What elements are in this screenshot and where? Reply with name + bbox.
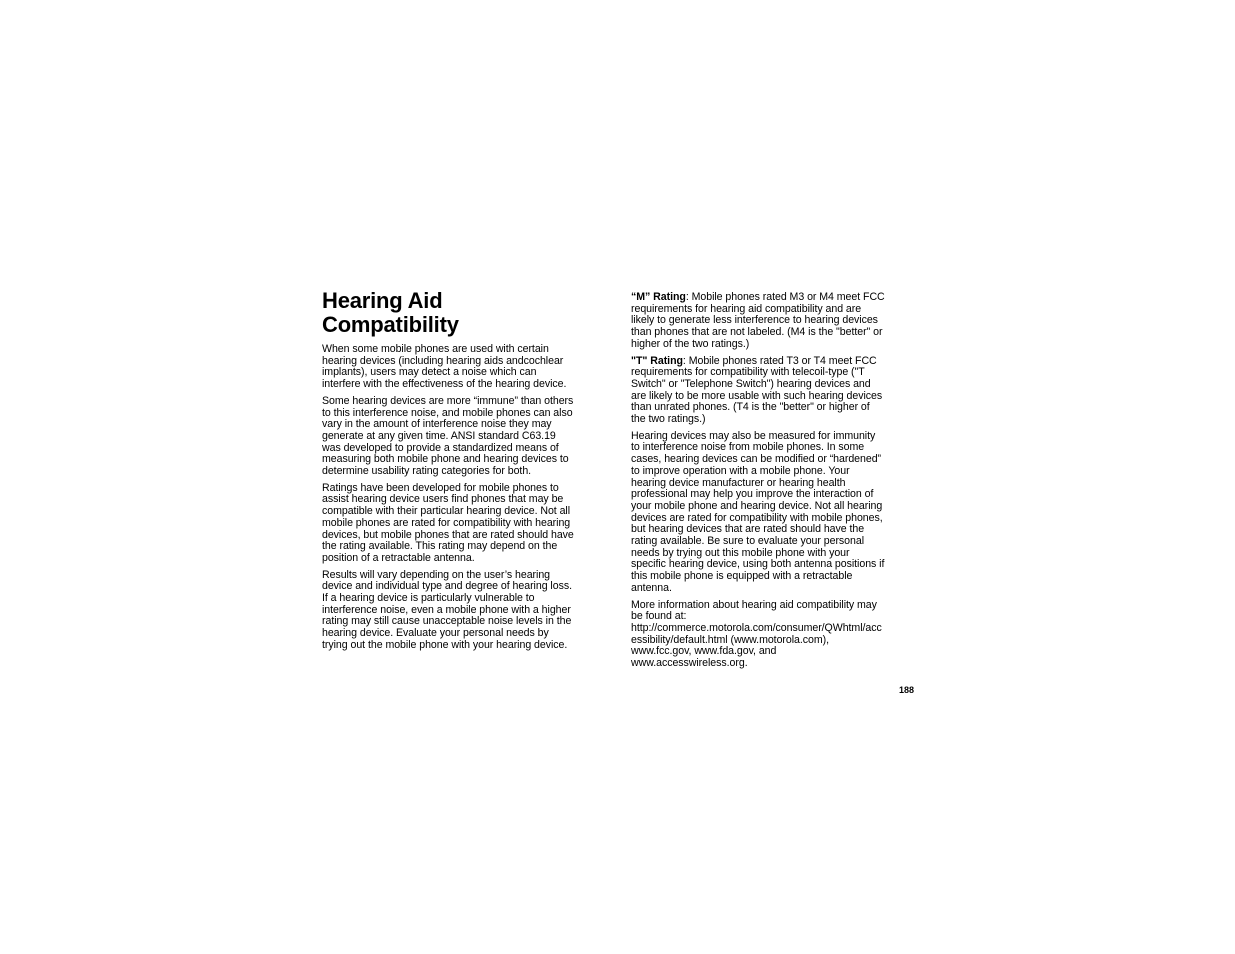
text-line: mobile phones are rated for compatibility with hearing <box>322 516 571 529</box>
more-info-paragraph <box>631 600 915 670</box>
text-line: trying out the mobile phone with your hearing device. <box>322 638 568 651</box>
text-line: position of a retractable antenna. <box>322 551 475 564</box>
text-line: interference noise, even a mobile phone with a higher <box>322 603 571 616</box>
text-line: to improve operation with a mobile phone. Your <box>631 464 850 477</box>
text-line: If a hearing device is particularly vulnerable to <box>322 592 535 605</box>
m-rating-text: : Mobile phones rated M3 or M4 meet FCC <box>685 291 885 303</box>
right-column <box>631 292 915 675</box>
text-line: professional may help you improve the interaction of <box>631 488 874 501</box>
ratings-paragraph <box>322 483 606 565</box>
text-line: antenna. <box>631 581 672 594</box>
text-line: Some hearing devices are more “immune” than others <box>322 394 574 407</box>
text-line: assist hearing device users find phones that may be <box>322 493 564 506</box>
text-line: devices are rated for compatibility with mobile phones, <box>631 511 883 524</box>
left-column <box>322 289 606 657</box>
text-line: rating available. Be sure to evaluate your personal <box>631 535 865 548</box>
m-rating-paragraph <box>631 292 915 351</box>
results-paragraph <box>322 570 606 652</box>
text-line: vary in the amount of interference noise they may <box>322 418 552 431</box>
text-line: Switch" or "Telephone Switch") hearing devices and <box>631 377 871 390</box>
text-line: device and individual type and degree of hearing loss. <box>322 580 572 593</box>
text-line: compatible with their particular hearing device. Not all <box>322 505 571 518</box>
m-rating-label: “M” Rating <box>631 291 686 303</box>
text-line: More information about hearing aid compatibility may <box>631 598 877 611</box>
text-line: requirements for hearing aid compatibility and are <box>631 302 862 315</box>
text-line: essibility/default.html (www.motorola.com), <box>631 633 830 646</box>
t-rating-text: : Mobile phones rated T3 or T4 meet FCC <box>682 354 877 367</box>
text-line: When some mobile phones are used with certain <box>322 343 549 355</box>
text-line: www.fcc.gov, www.fda.gov, and <box>631 645 777 658</box>
text-line: Ratings have been developed for mobile phones to <box>322 481 559 494</box>
t-rating-label: "T" Rating <box>631 354 683 367</box>
title-line: Hearing Aid <box>322 288 443 313</box>
text-line: than unrated phones. (T4 is the "better" or higher of <box>631 401 870 414</box>
text-line: likely to generate less interference to hearing devices <box>631 314 878 327</box>
text-line: hearing devices (including hearing aids andcochlear <box>322 354 564 367</box>
text-line: determine usability rating categories for both. <box>322 465 532 478</box>
text-line: measuring both mobile phone and hearing devices to <box>322 453 569 466</box>
page-title <box>322 289 606 336</box>
text-line: Hearing devices may also be measured for immunity <box>631 429 876 442</box>
text-line: your mobile phone and hearing device. Not all hearing <box>631 499 883 512</box>
text-line: interfere with the effectiveness of the hearing device. <box>322 378 567 391</box>
text-line: to this interference noise, and mobile phones can also <box>322 406 573 419</box>
text-line: requirements for compatibility with telecoil-type ("T <box>631 366 865 379</box>
text-line: www.accesswireless.org. <box>631 657 748 670</box>
text-line: the rating available. This rating may depend on the <box>322 540 558 553</box>
t-rating-paragraph <box>631 356 915 426</box>
text-line: than phones that are not labeled. (M4 is the "better" or <box>631 326 883 339</box>
text-line: was developed to provide a standardized means of <box>322 441 559 454</box>
text-line: hearing device manufacturer or hearing health <box>631 476 846 489</box>
text-line: rating may still cause unacceptable noise levels in the <box>322 615 572 628</box>
text-line: but hearing devices that are rated should have the <box>631 523 865 536</box>
text-line: are likely to be more usable with such hearing devices <box>631 389 883 402</box>
text-line: to interference noise from mobile phones. In some <box>631 441 865 454</box>
title-line: Compatibility <box>322 311 459 337</box>
text-line: http://commerce.motorola.com/consumer/QWhtml/acc <box>631 621 882 634</box>
text-line: cases, hearing devices can be modified or “hardened” <box>631 453 882 466</box>
text-line: Results will vary depending on the user’s hearing <box>322 568 551 581</box>
text-line: higher of the two ratings.) <box>631 337 750 350</box>
text-line: be found at: <box>631 610 687 623</box>
immunity-paragraph <box>322 396 606 478</box>
text-line: this mobile phone is equipped with a retractable <box>631 570 853 583</box>
immunity-measure-paragraph <box>631 431 915 595</box>
text-line: specific hearing device, using both antenna positions if <box>631 558 885 571</box>
text-line: devices, but mobile phones that are rated should have <box>322 528 574 541</box>
text-line: generate at any given time. ANSI standard C63.19 <box>322 429 556 442</box>
page-number: 188 <box>898 685 914 695</box>
text-line: hearing device. Evaluate your personal needs by <box>322 627 549 640</box>
intro-paragraph <box>322 344 606 391</box>
text-line: needs by trying out this mobile phone with your <box>631 546 850 559</box>
text-line <box>631 292 915 304</box>
text-line: the two ratings.) <box>631 413 706 426</box>
text-line: implants), users may detect a noise which can <box>322 366 537 379</box>
